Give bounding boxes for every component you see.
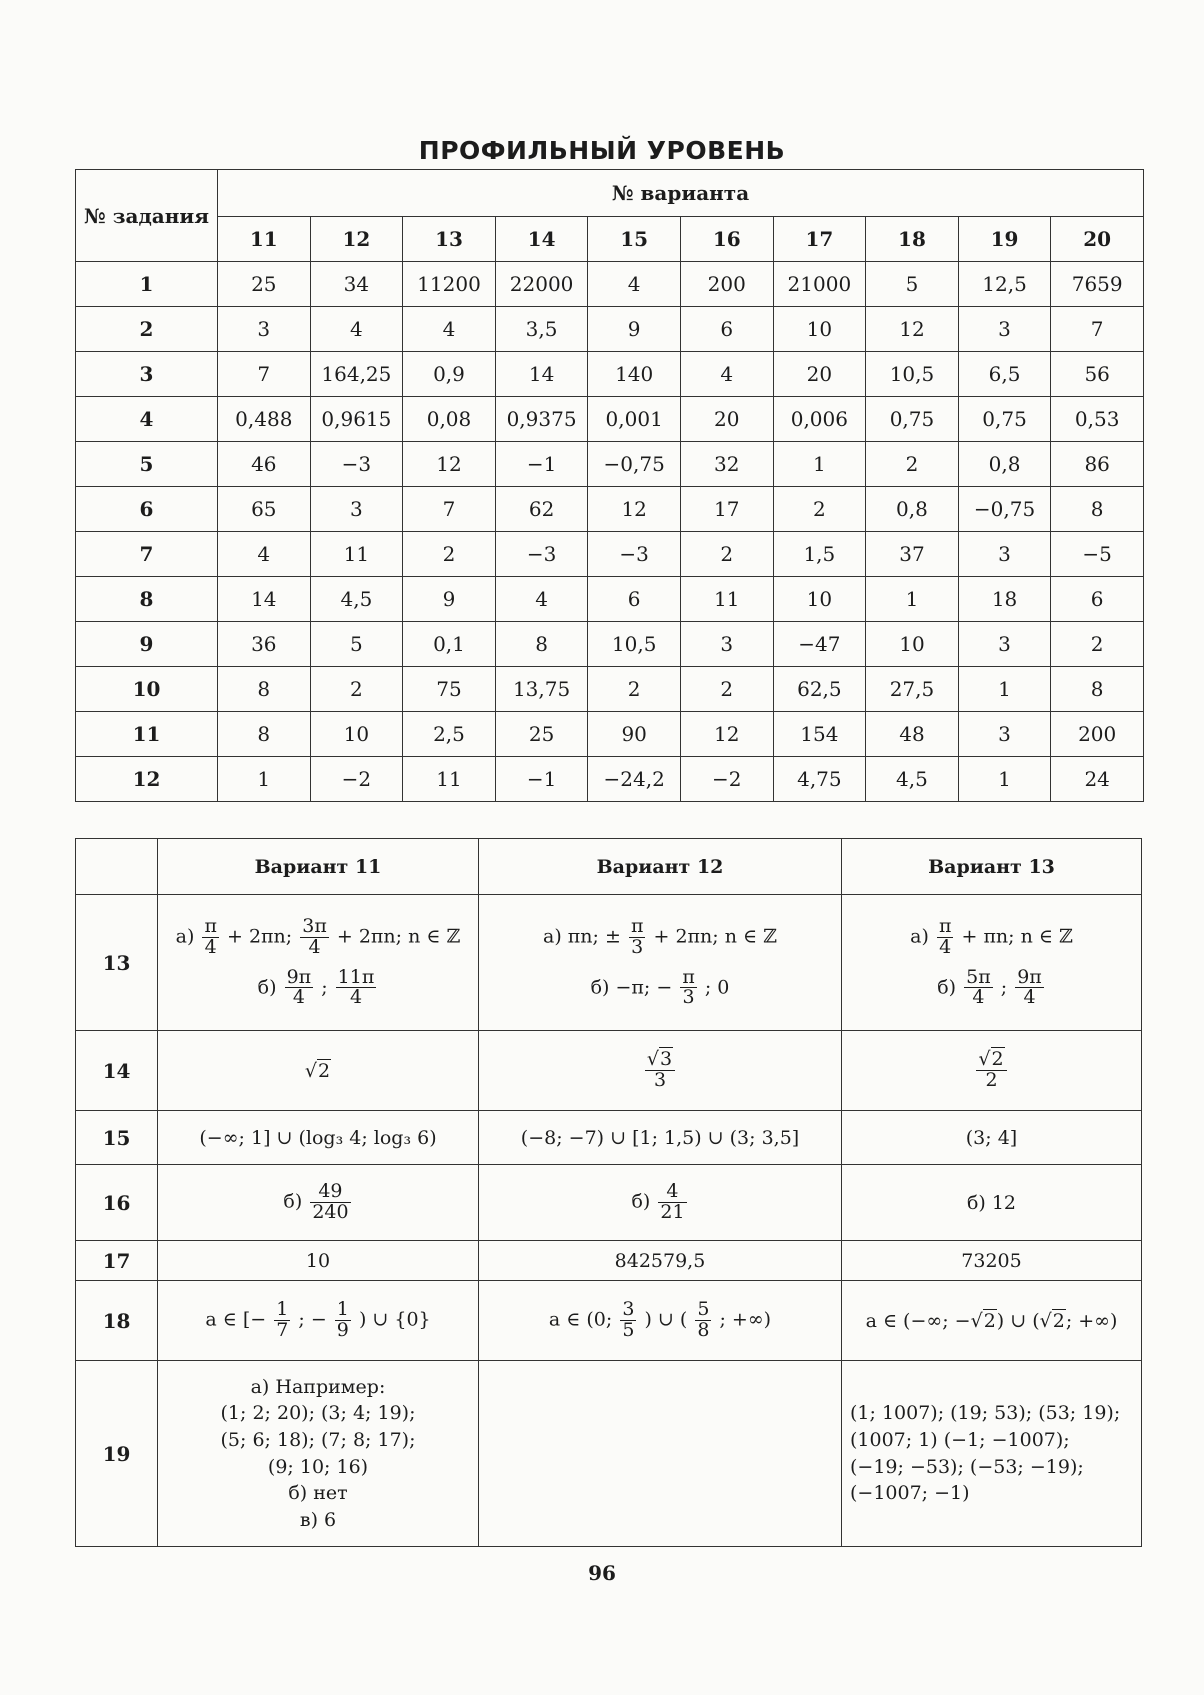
table-cell: 10 [773, 307, 866, 352]
table-cell: 25 [495, 712, 588, 757]
table-cell: 11 [680, 577, 773, 622]
variant-11-header: Вариант 11 [158, 839, 479, 895]
table-cell: 9 [403, 577, 496, 622]
table-row [76, 532, 1144, 577]
table-cell: 86 [1051, 442, 1144, 487]
table-cell: −1 [495, 757, 588, 802]
table-cell: 62 [495, 487, 588, 532]
answer-cell-14-v13: $\frac{√2}{2}$ [842, 1031, 1142, 1111]
table-cell: 0,9 [403, 352, 496, 397]
variant-header-row [76, 217, 1144, 262]
table-cell: 4,5 [310, 577, 403, 622]
table-cell: 36 [218, 622, 311, 667]
table-cell: 0,9615 [310, 397, 403, 442]
table-row [76, 1361, 1142, 1547]
table-cell: 27,5 [866, 667, 959, 712]
variant-header-12: 12 [310, 217, 403, 262]
table-cell: 0,8 [958, 442, 1051, 487]
table-cell: 3 [958, 307, 1051, 352]
table-cell: −3 [588, 532, 681, 577]
table-cell: 10 [773, 577, 866, 622]
variant-header-16: 16 [680, 217, 773, 262]
task-number: 16 [76, 1165, 158, 1241]
table-cell: 4,75 [773, 757, 866, 802]
table-row [76, 262, 1144, 307]
variant-12-header: Вариант 12 [479, 839, 842, 895]
table-cell: 2,5 [403, 712, 496, 757]
table-cell: 32 [680, 442, 773, 487]
page-number: 96 [588, 1561, 616, 1585]
table-cell: 3 [310, 487, 403, 532]
table-row [76, 1111, 1142, 1165]
table-cell: 75 [403, 667, 496, 712]
variant-header-11: 11 [218, 217, 311, 262]
answer-cell-17-v11: 10 [158, 1241, 479, 1281]
table-row [76, 757, 1144, 802]
page-title: ПРОФИЛЬНЫЙ УРОВЕНЬ [418, 136, 786, 165]
table-cell: 2 [773, 487, 866, 532]
table-cell: 8 [495, 622, 588, 667]
table-cell: 12 [680, 712, 773, 757]
table-cell: 0,1 [403, 622, 496, 667]
answer-cell-17-v12: 842579,5 [479, 1241, 842, 1281]
table-cell: 2 [403, 532, 496, 577]
table-cell: 11200 [403, 262, 496, 307]
table-cell: 7 [218, 352, 311, 397]
table-row [76, 622, 1144, 667]
table-cell: −24,2 [588, 757, 681, 802]
table-cell: 7 [403, 487, 496, 532]
table-cell: 200 [1051, 712, 1144, 757]
table-row [76, 1281, 1142, 1361]
answer-cell-15-v13: (3; 4] [842, 1111, 1142, 1165]
task-number: 9 [76, 622, 218, 667]
table-cell: 0,488 [218, 397, 311, 442]
table-cell: −0,75 [958, 487, 1051, 532]
table-cell: 3 [958, 712, 1051, 757]
task-number: 7 [76, 532, 218, 577]
table-cell: 12 [866, 307, 959, 352]
table-cell: 9 [588, 307, 681, 352]
variant-13-header: Вариант 13 [842, 839, 1142, 895]
task-number: 15 [76, 1111, 158, 1165]
table-cell: 14 [218, 577, 311, 622]
task-number: 14 [76, 1031, 158, 1111]
table-cell: 4 [495, 577, 588, 622]
table-cell: 200 [680, 262, 773, 307]
answer-cell-13-v13: а) $\frac{\pi}{4}$ + πn; n ∈ ℤ б) $\frac{5\pi}{4}$ ; $\frac{9\pi}{4}$ [842, 895, 1142, 1031]
table-cell: 2 [680, 667, 773, 712]
variant-header-13: 13 [403, 217, 496, 262]
task-number: 17 [76, 1241, 158, 1281]
table-cell: 10 [310, 712, 403, 757]
table-row [76, 577, 1144, 622]
table-cell: 0,53 [1051, 397, 1144, 442]
table-cell: 4 [403, 307, 496, 352]
answer-cell-14-v11: √2 [158, 1031, 479, 1111]
table-cell: 164,25 [310, 352, 403, 397]
table-row [76, 667, 1144, 712]
empty-corner-cell [76, 839, 158, 895]
table-cell: 0,75 [958, 397, 1051, 442]
answer-cell-16-v11: б) $\frac{49}{240}$ [158, 1165, 479, 1241]
task-number: 11 [76, 712, 218, 757]
table-cell: 37 [866, 532, 959, 577]
answer-cell-19-v13: (1; 1007); (19; 53); (53; 19); (1007; 1) (−1; −1007); (−19; −53); (−53; −19); (−1007; −1) [842, 1361, 1142, 1547]
table-cell: 3 [218, 307, 311, 352]
answer-cell-15-v11: (−∞; 1] ∪ (log₃ 4; log₃ 6) [158, 1111, 479, 1165]
table-cell: 17 [680, 487, 773, 532]
table-cell: 2 [1051, 622, 1144, 667]
table-row [76, 895, 1142, 1031]
table-row [76, 397, 1144, 442]
table-cell: 6 [1051, 577, 1144, 622]
table-cell: 12 [403, 442, 496, 487]
table-cell: −0,75 [588, 442, 681, 487]
table-cell: 1 [958, 757, 1051, 802]
table-cell: 1 [958, 667, 1051, 712]
variant-header-14: 14 [495, 217, 588, 262]
table-cell: −1 [495, 442, 588, 487]
task-number: 4 [76, 397, 218, 442]
answer-cell-14-v12: $\frac{√3}{3}$ [479, 1031, 842, 1111]
variant-header-17: 17 [773, 217, 866, 262]
table-cell: 1 [866, 577, 959, 622]
table-row [76, 1241, 1142, 1281]
table-cell: 10 [866, 622, 959, 667]
task-number: 18 [76, 1281, 158, 1361]
table-cell: 90 [588, 712, 681, 757]
variant-header-20: 20 [1051, 217, 1144, 262]
table-cell: 12 [588, 487, 681, 532]
table-cell: 24 [1051, 757, 1144, 802]
table-cell: −2 [680, 757, 773, 802]
table-cell: 7659 [1051, 262, 1144, 307]
table-cell: 22000 [495, 262, 588, 307]
task-number: 2 [76, 307, 218, 352]
task-number: 19 [76, 1361, 158, 1547]
table-cell: 0,001 [588, 397, 681, 442]
table-cell: 140 [588, 352, 681, 397]
answer-cell-18-v13: a ∈ (−∞; −√2) ∪ (√2; +∞) [842, 1281, 1142, 1361]
table-cell: 2 [866, 442, 959, 487]
task-number-header: № задания [76, 170, 218, 262]
table-cell: 2 [680, 532, 773, 577]
answer-cell-19-v12 [479, 1361, 842, 1547]
variant-header-18: 18 [866, 217, 959, 262]
task-number: 8 [76, 577, 218, 622]
table-row [76, 442, 1144, 487]
answer-cell-18-v11: a ∈ [− $\frac{1}{7}$ ; − $\frac{1}{9}$ ) ∪ {0} [158, 1281, 479, 1361]
answer-cell-17-v13: 73205 [842, 1241, 1142, 1281]
table-cell: 56 [1051, 352, 1144, 397]
table-cell: 0,9375 [495, 397, 588, 442]
table-cell: 5 [866, 262, 959, 307]
table-cell: 3 [680, 622, 773, 667]
table-cell: 18 [958, 577, 1051, 622]
answer-cell-19-v11: а) Например: (1; 2; 20); (3; 4; 19); (5; 6; 18); (7; 8; 17); (9; 10; 16) б) нет в) 6 [158, 1361, 479, 1547]
table-cell: 6,5 [958, 352, 1051, 397]
task-number: 6 [76, 487, 218, 532]
table-cell: 62,5 [773, 667, 866, 712]
table-cell: 6 [680, 307, 773, 352]
table-row [76, 487, 1144, 532]
table-cell: 13,75 [495, 667, 588, 712]
answer-cell-15-v12: (−8; −7) ∪ [1; 1,5) ∪ (3; 3,5] [479, 1111, 842, 1165]
table-cell: 4 [218, 532, 311, 577]
table-cell: −47 [773, 622, 866, 667]
table-cell: 8 [218, 712, 311, 757]
table-cell: 1 [218, 757, 311, 802]
table-cell: 21000 [773, 262, 866, 307]
table-cell: 1,5 [773, 532, 866, 577]
table-cell: 3,5 [495, 307, 588, 352]
answers-table-extended [75, 838, 1142, 1547]
table-cell: −5 [1051, 532, 1144, 577]
table-cell: 154 [773, 712, 866, 757]
task-number: 1 [76, 262, 218, 307]
table-cell: 0,006 [773, 397, 866, 442]
task-number: 10 [76, 667, 218, 712]
table-cell: 12,5 [958, 262, 1051, 307]
table-cell: 4,5 [866, 757, 959, 802]
table-cell: −3 [495, 532, 588, 577]
table-cell: 20 [680, 397, 773, 442]
task-number: 12 [76, 757, 218, 802]
table-cell: 34 [310, 262, 403, 307]
table-cell: 4 [310, 307, 403, 352]
table-cell: 14 [495, 352, 588, 397]
answer-cell-18-v12: a ∈ (0; $\frac{3}{5}$ ) ∪ ( $\frac{5}{8}$ ; +∞) [479, 1281, 842, 1361]
variant-header-19: 19 [958, 217, 1051, 262]
table-cell: 2 [310, 667, 403, 712]
table-cell: 0,75 [866, 397, 959, 442]
table-row [76, 307, 1144, 352]
task-number: 5 [76, 442, 218, 487]
answer-cell-16-v13: б) 12 [842, 1165, 1142, 1241]
answer-cell-13-v12: а) πn; ± $\frac{\pi}{3}$ + 2πn; n ∈ ℤ б) −π; − $\frac{\pi}{3}$ ; 0 [479, 895, 842, 1031]
table-cell: 65 [218, 487, 311, 532]
table-cell: 6 [588, 577, 681, 622]
table-cell: 11 [403, 757, 496, 802]
table-cell: 0,08 [403, 397, 496, 442]
table-cell: 5 [310, 622, 403, 667]
table-cell: 8 [1051, 487, 1144, 532]
variant-header-15: 15 [588, 217, 681, 262]
task-number: 13 [76, 895, 158, 1031]
table-cell: 0,8 [866, 487, 959, 532]
task-number: 3 [76, 352, 218, 397]
table-row [76, 1165, 1142, 1241]
table-cell: 4 [588, 262, 681, 307]
table-row [76, 1031, 1142, 1111]
table-cell: −2 [310, 757, 403, 802]
table-cell: 7 [1051, 307, 1144, 352]
table-cell: 25 [218, 262, 311, 307]
answers-table-basic [75, 169, 1144, 802]
table-cell: 46 [218, 442, 311, 487]
table-cell: 8 [218, 667, 311, 712]
table-cell: 10,5 [588, 622, 681, 667]
table-row [76, 352, 1144, 397]
table-cell: 2 [588, 667, 681, 712]
variant-number-header: № варианта [218, 170, 1144, 217]
table-cell: 11 [310, 532, 403, 577]
table-cell: 8 [1051, 667, 1144, 712]
table-cell: 3 [958, 622, 1051, 667]
table-cell: 1 [773, 442, 866, 487]
table-cell: 4 [680, 352, 773, 397]
table-cell: 48 [866, 712, 959, 757]
table-cell: 3 [958, 532, 1051, 577]
answer-cell-16-v12: б) $\frac{4}{21}$ [479, 1165, 842, 1241]
table-cell: 20 [773, 352, 866, 397]
table-cell: 10,5 [866, 352, 959, 397]
table-cell: −3 [310, 442, 403, 487]
answer-cell-13-v11: а) $\frac{\pi}{4}$ + 2πn; $\frac{3\pi}{4}$ + 2πn; n ∈ ℤ б) $\frac{9\pi}{4}$ ; $\frac{11\pi}{4}$ [158, 895, 479, 1031]
table-row [76, 712, 1144, 757]
